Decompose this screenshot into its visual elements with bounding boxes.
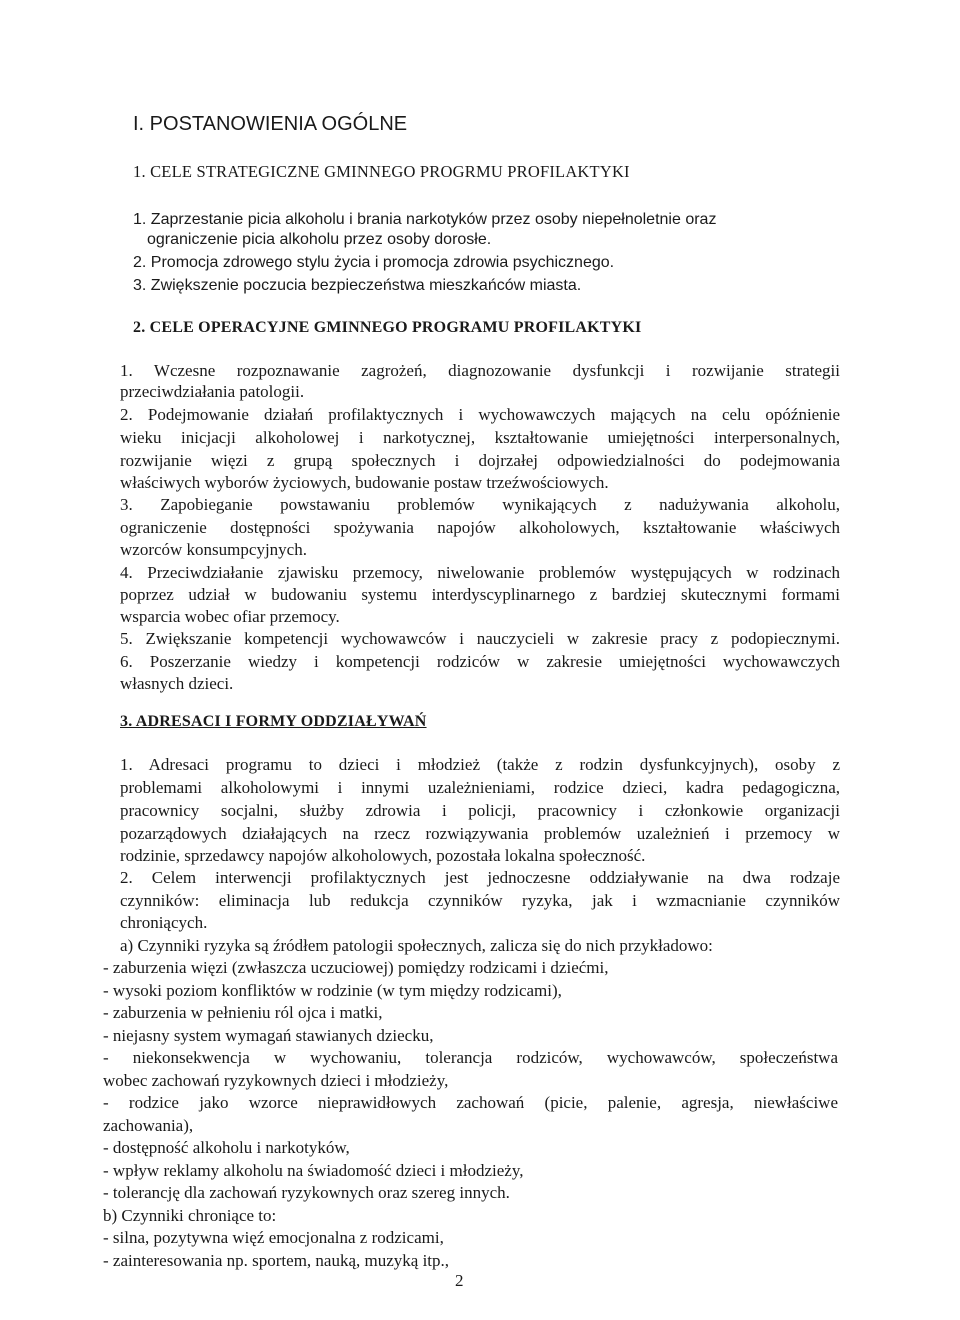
s2-line-1: 1. Wczesne rozpoznawanie zagrożeń, diagnozowanie dysfunkcji i rozwijanie strategii [120,361,840,380]
s3-line-13: - niejasny system wymagań stawianych dziecku, [103,1026,434,1045]
s3-line-5: rodzinie, sprzedawcy napojów alkoholowych, pozostała lokalna społeczność. [120,846,646,865]
s1-line-1: 1. Zaprzestanie picia alkoholu i brania narkotyków przez osoby niepełnoletnie oraz [133,211,717,228]
s3-line-17: zachowania), [103,1116,194,1135]
s2-line-3: 2. Podejmowanie działań profilaktycznych i wychowawczych mających na celu opóźnienie [120,405,840,424]
s2-line-9: wzorców konsumpcyjnych. [120,540,307,559]
s3-line-7: czynników: eliminacja lub redukcja czynników ryzyka, jak i wzmacnianie czynników [120,891,840,910]
s3-line-12: - zaburzenia w pełnieniu ról ojca i matki, [103,1003,383,1022]
s3-line-8: chroniących. [120,913,208,932]
section-3-title: 3. ADRESACI I FORMY ODDZIAŁYWAŃ [120,713,427,730]
section-2-title: 2. CELE OPERACYJNE GMINNEGO PROGRAMU PROFILAKTYKI [133,319,642,336]
s3-line-4: pozarządowych działających na rzecz rozwiązywania problemów uzależnień i przemocy w [120,824,840,843]
s3-line-6: 2. Celem interwencji profilaktycznych jest jednoczesne oddziaływanie na dwa rodzaje [120,868,840,887]
s2-line-7: 3. Zapobieganie powstawaniu problemów wynikających z nadużywania alkoholu, [120,495,840,514]
s2-line-13: 5. Zwiększanie kompetencji wychowawców i nauczycieli w zakresie pracy z podopiecznymi. [120,629,840,648]
s3-line-18: - dostępność alkoholu i narkotyków, [103,1138,350,1157]
s3-line-19: - wpływ reklamy alkoholu na świadomość dzieci i młodzieży, [103,1161,524,1180]
page-number: 2 [455,1271,464,1290]
s2-line-15: własnych dzieci. [120,674,234,693]
s3-line-20: - tolerancję dla zachowań ryzykownych oraz szereg innych. [103,1183,510,1202]
s3-line-1: 1. Adresaci programu to dzieci i młodzież (także z rodzin dysfunkcyjnych), osoby z [120,755,840,774]
s3-line-23: - zainteresowania np. sportem, nauką, muzyką itp., [103,1251,450,1270]
s2-line-11: poprzez udział w budowaniu systemu interdyscyplinarnego z bardziej skutecznymi formami [120,585,840,604]
s3-line-2: problemami alkoholowymi i innymi uzależnieniami, rodzice dzieci, kadra pedagogiczna, [120,778,840,797]
s2-line-5: rozwijanie więzi z grupą społecznych i dojrzałej odpowiedzialności do podejmowania [120,451,840,470]
s3-line-15: wobec zachowań ryzykownych dzieci i młodzieży, [103,1071,449,1090]
s1-line-2: ograniczenie picia alkoholu przez osoby dorosłe. [147,231,492,248]
s3-line-21: b) Czynniki chroniące to: [103,1206,277,1225]
s2-line-6: właściwych wyborów życiowych, budowanie postaw trzeźwościowych. [120,473,609,492]
s3-line-3: pracownicy socjalni, służby zdrowia i policji, pracownicy i członkowie organizacji [120,801,840,820]
s2-line-8: ograniczenie dostępności spożywania napojów alkoholowych, kształtowanie właściwych [120,518,840,537]
s1-line-3: 2. Promocja zdrowego stylu życia i promocja zdrowia psychicznego. [133,254,615,271]
s3-line-22: - silna, pozytywna więź emocjonalna z rodzicami, [103,1228,444,1247]
s3-line-9: a) Czynniki ryzyka są źródłem patologii społecznych, zalicza się do nich przykładowo: [120,936,713,955]
s2-line-4: wieku inicjacji alkoholowej i narkotycznej, kształtowanie umiejętności interpersonalnych, [120,428,840,447]
s3-line-14: - niekonsekwencja w wychowaniu, tolerancja rodziców, wychowawców, społeczeństwa [103,1048,838,1067]
s2-line-12: wsparcia wobec ofiar przemocy. [120,607,340,626]
main-heading: I. POSTANOWIENIA OGÓLNE [133,113,408,135]
s3-line-10: - zaburzenia więzi (zwłaszcza uczuciowej) pomiędzy rodzicami i dziećmi, [103,958,609,977]
s2-line-10: 4. Przeciwdziałanie zjawisku przemocy, niwelowanie problemów występujących w rodzinach [120,563,840,582]
s1-line-4: 3. Zwiększenie poczucia bezpieczeństwa mieszkańców miasta. [133,277,582,294]
section-1-title: 1. CELE STRATEGICZNE GMINNEGO PROGRMU PROFILAKTYKI [133,162,630,181]
s3-line-11: - wysoki poziom konfliktów w rodzinie (w tym między rodzicami), [103,981,562,1000]
s2-line-14: 6. Poszerzanie wiedzy i kompetencji rodziców w zakresie umiejętności wychowawczych [120,652,840,671]
s2-line-2: przeciwdziałania patologii. [120,382,305,401]
s3-line-16: - rodzice jako wzorce nieprawidłowych zachowań (picie, palenie, agresja, niewłaściwe [103,1093,838,1112]
